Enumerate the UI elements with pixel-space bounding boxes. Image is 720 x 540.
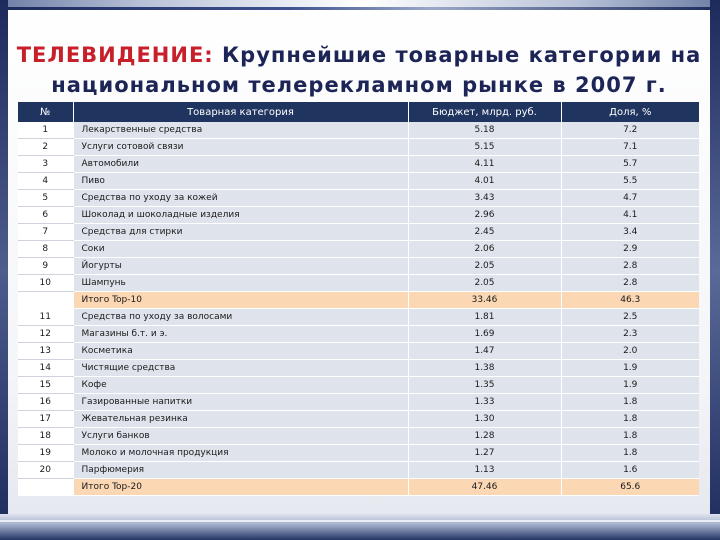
budget-cell: 33.46: [408, 292, 561, 309]
category-cell: Услуги сотовой связи: [73, 139, 408, 156]
category-cell: Итого Top-20: [73, 479, 408, 496]
category-cell: Средства по уходу за кожей: [73, 190, 408, 207]
share-cell: 5.5: [561, 173, 699, 190]
row-number: 19: [18, 445, 73, 462]
budget-cell: 1.30: [408, 411, 561, 428]
row-number: 14: [18, 360, 73, 377]
category-cell: Молоко и молочная продукция: [73, 445, 408, 462]
row-number: 2: [18, 139, 73, 156]
row-number: [18, 479, 73, 496]
row-number: 17: [18, 411, 73, 428]
share-cell: 2.3: [561, 326, 699, 343]
category-table: [18, 102, 699, 496]
row-number: 5: [18, 190, 73, 207]
budget-cell: 1.35: [408, 377, 561, 394]
table-total-row: [18, 292, 699, 309]
category-cell: Средства для стирки: [73, 224, 408, 241]
row-number: 13: [18, 343, 73, 360]
table-row: [18, 275, 699, 292]
header-budget: Бюджет, млрд. руб.: [408, 102, 561, 122]
title-text: Крупнейшие товарные категории на национальном телерекламном рынке в 2007 г.: [51, 43, 702, 97]
category-table-container: [18, 102, 699, 496]
budget-cell: 1.28: [408, 428, 561, 445]
row-number: 20: [18, 462, 73, 479]
budget-cell: 2.05: [408, 275, 561, 292]
budget-cell: 2.45: [408, 224, 561, 241]
row-number: 18: [18, 428, 73, 445]
table-row: [18, 411, 699, 428]
category-cell: Чистящие средства: [73, 360, 408, 377]
share-cell: 2.8: [561, 258, 699, 275]
row-number: 7: [18, 224, 73, 241]
row-number: 1: [18, 122, 73, 139]
table-row: [18, 241, 699, 258]
table-row: [18, 377, 699, 394]
category-cell: Магазины б.т. и э.: [73, 326, 408, 343]
right-border: [710, 0, 720, 540]
share-cell: 7.2: [561, 122, 699, 139]
category-cell: Соки: [73, 241, 408, 258]
budget-cell: 1.38: [408, 360, 561, 377]
category-cell: Йогурты: [73, 258, 408, 275]
table-row: [18, 394, 699, 411]
category-cell: Парфюмерия: [73, 462, 408, 479]
share-cell: 2.8: [561, 275, 699, 292]
row-number: 12: [18, 326, 73, 343]
budget-cell: 1.81: [408, 309, 561, 326]
category-cell: Пиво: [73, 173, 408, 190]
category-cell: Шампунь: [73, 275, 408, 292]
table-total-row: [18, 479, 699, 496]
category-cell: Услуги банков: [73, 428, 408, 445]
title-accent: ТЕЛЕВИДЕНИЕ:: [16, 43, 214, 67]
table-row: [18, 190, 699, 207]
table-body: [18, 122, 699, 496]
row-number: 3: [18, 156, 73, 173]
category-cell: Газированные напитки: [73, 394, 408, 411]
category-cell: Косметика: [73, 343, 408, 360]
category-cell: Итого Top-10: [73, 292, 408, 309]
budget-cell: 1.69: [408, 326, 561, 343]
header-number: №: [18, 102, 73, 122]
share-cell: 65.6: [561, 479, 699, 496]
budget-cell: 4.11: [408, 156, 561, 173]
header-category: Товарная категория: [73, 102, 408, 122]
share-cell: 3.4: [561, 224, 699, 241]
table-row: [18, 173, 699, 190]
table-row: [18, 156, 699, 173]
budget-cell: 1.33: [408, 394, 561, 411]
table-row: [18, 309, 699, 326]
bottom-border: [0, 514, 720, 540]
budget-cell: 5.15: [408, 139, 561, 156]
row-number: 10: [18, 275, 73, 292]
top-border: [0, 0, 720, 10]
share-cell: 1.8: [561, 428, 699, 445]
share-cell: 1.9: [561, 377, 699, 394]
budget-cell: 3.43: [408, 190, 561, 207]
left-border: [0, 0, 8, 540]
budget-cell: 1.27: [408, 445, 561, 462]
row-number: 16: [18, 394, 73, 411]
category-cell: Средства по уходу за волосами: [73, 309, 408, 326]
budget-cell: 47.46: [408, 479, 561, 496]
row-number: 11: [18, 309, 73, 326]
share-cell: 2.5: [561, 309, 699, 326]
budget-cell: 2.06: [408, 241, 561, 258]
table-row: [18, 326, 699, 343]
category-cell: Автомобили: [73, 156, 408, 173]
share-cell: 5.7: [561, 156, 699, 173]
share-cell: 4.1: [561, 207, 699, 224]
slide-title: [12, 40, 706, 100]
row-number: 9: [18, 258, 73, 275]
share-cell: 7.1: [561, 139, 699, 156]
category-cell: Кофе: [73, 377, 408, 394]
header-share: Доля, %: [561, 102, 699, 122]
table-row: [18, 428, 699, 445]
table-row: [18, 258, 699, 275]
category-cell: Лекарственные средства: [73, 122, 408, 139]
row-number: 8: [18, 241, 73, 258]
share-cell: 1.6: [561, 462, 699, 479]
table-row: [18, 122, 699, 139]
share-cell: 1.9: [561, 360, 699, 377]
share-cell: 2.0: [561, 343, 699, 360]
share-cell: 2.9: [561, 241, 699, 258]
row-number: 6: [18, 207, 73, 224]
budget-cell: 2.05: [408, 258, 561, 275]
budget-cell: 2.96: [408, 207, 561, 224]
row-number: [18, 292, 73, 309]
category-cell: Шоколад и шоколадные изделия: [73, 207, 408, 224]
table-row: [18, 462, 699, 479]
budget-cell: 1.47: [408, 343, 561, 360]
row-number: 4: [18, 173, 73, 190]
row-number: 15: [18, 377, 73, 394]
share-cell: 4.7: [561, 190, 699, 207]
share-cell: 1.8: [561, 445, 699, 462]
table-row: [18, 207, 699, 224]
budget-cell: 1.13: [408, 462, 561, 479]
table-row: [18, 343, 699, 360]
table-row: [18, 139, 699, 156]
share-cell: 46.3: [561, 292, 699, 309]
category-cell: Жевательная резинка: [73, 411, 408, 428]
share-cell: 1.8: [561, 394, 699, 411]
budget-cell: 5.18: [408, 122, 561, 139]
share-cell: 1.8: [561, 411, 699, 428]
table-row: [18, 445, 699, 462]
table-row: [18, 224, 699, 241]
budget-cell: 4.01: [408, 173, 561, 190]
table-row: [18, 360, 699, 377]
table-header-row: [18, 102, 699, 122]
